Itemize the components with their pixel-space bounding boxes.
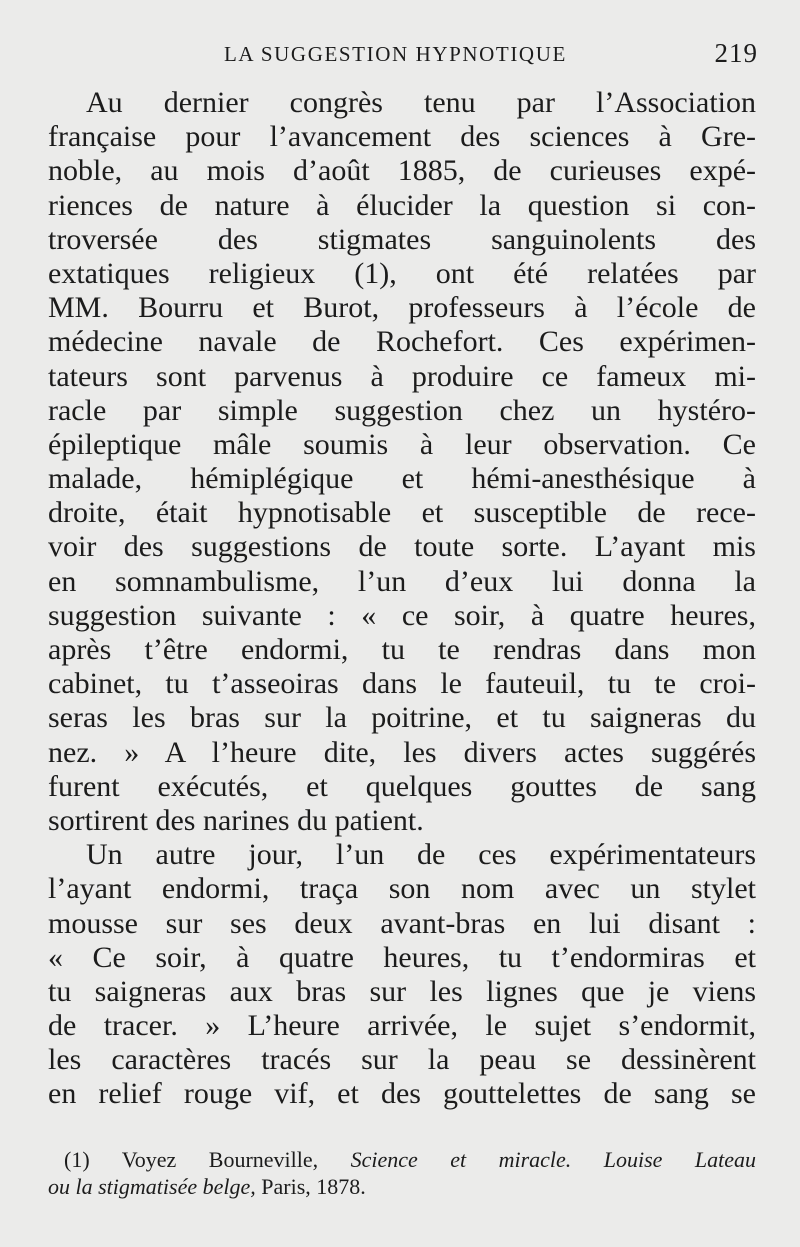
footnote-line <box>48 1173 756 1200</box>
text-line: mousse sur ses deux avant-bras en lui disant : <box>48 906 756 940</box>
text-line: riences de nature à élucider la question si con- <box>48 188 756 222</box>
text-line: seras les bras sur la poitrine, et tu saigneras du <box>48 701 756 735</box>
footnote-text-end: Paris, 1878. <box>255 1174 366 1199</box>
text-line: cabinet, tu t’asseoiras dans le fauteuil, tu te croi- <box>48 667 756 701</box>
footnote <box>48 1146 756 1200</box>
text-line: malade, hémiplégique et hémi-anesthésique à <box>48 462 756 496</box>
text-line: suggestion suivante : « ce soir, à quatre heures, <box>48 598 756 632</box>
text-line: voir des suggestions de toute sorte. L’ayant mis <box>48 530 756 564</box>
page-number: 219 <box>714 38 758 68</box>
text-line: Au dernier congrès tenu par l’Association <box>86 86 756 119</box>
text-line: droite, était hypnotisable et susceptible de rece- <box>48 496 756 530</box>
body-text <box>48 86 756 1112</box>
text-line: en somnambulisme, l’un d’eux lui donna la <box>48 564 756 598</box>
text-line: de tracer. » L’heure arrivée, le sujet s’endormit, <box>48 1009 756 1043</box>
text-line: furent exécutés, et quelques gouttes de sang <box>48 769 756 803</box>
text-line: après t’être endormi, tu te rendras dans mon <box>48 633 756 666</box>
footnote-marker: (1) <box>64 1147 90 1172</box>
text-line: sortirent des narines du patient. <box>48 803 424 837</box>
text-line: tateurs sont parvenus à produire ce fameux mi- <box>48 359 756 393</box>
footnote-text: Voyez Bourneville, <box>89 1147 351 1172</box>
paragraph-1 <box>48 86 756 838</box>
footnote-work-title: Science et miracle. Louise Lateau <box>350 1147 756 1172</box>
text-line: médecine navale de Rochefort. Ces expérimen- <box>48 325 756 359</box>
footnote-work-title-continued: ou la stigmatisée belge, <box>48 1174 256 1199</box>
text-line: racle par simple suggestion chez un hystéro- <box>48 393 756 427</box>
text-line: « Ce soir, à quatre heures, tu t’endormiras et <box>48 940 756 974</box>
text-line: en relief rouge vif, et des gouttelettes de sang se <box>48 1077 756 1111</box>
text-line: française pour l’avancement des sciences à Gre- <box>48 120 756 154</box>
paragraph-2 <box>48 838 756 1112</box>
text-line: épileptique mâle soumis à leur observation. Ce <box>48 427 756 461</box>
text-line: l’ayant endormi, traça son nom avec un stylet <box>48 872 756 906</box>
text-line: noble, au mois d’août 1885, de curieuses expé- <box>48 154 756 188</box>
page-header <box>48 38 758 78</box>
text-line: nez. » A l’heure dite, les divers actes suggérés <box>48 735 756 769</box>
footnote-line <box>48 1146 756 1173</box>
text-line: les caractères tracés sur la peau se dessinèrent <box>48 1043 756 1077</box>
text-line: tu saigneras aux bras sur les lignes que je viens <box>48 974 756 1008</box>
text-line: MM. Bourru et Burot, professeurs à l’école de <box>48 291 756 325</box>
running-title: LA SUGGESTION HYPNOTIQUE <box>224 42 567 66</box>
text-line: Un autre jour, l’un de ces expérimentateurs <box>86 838 756 872</box>
text-line: troversée des stigmates sanguinolents des <box>48 222 756 256</box>
text-line: extatiques religieux (1), ont été relatées par <box>48 256 756 290</box>
